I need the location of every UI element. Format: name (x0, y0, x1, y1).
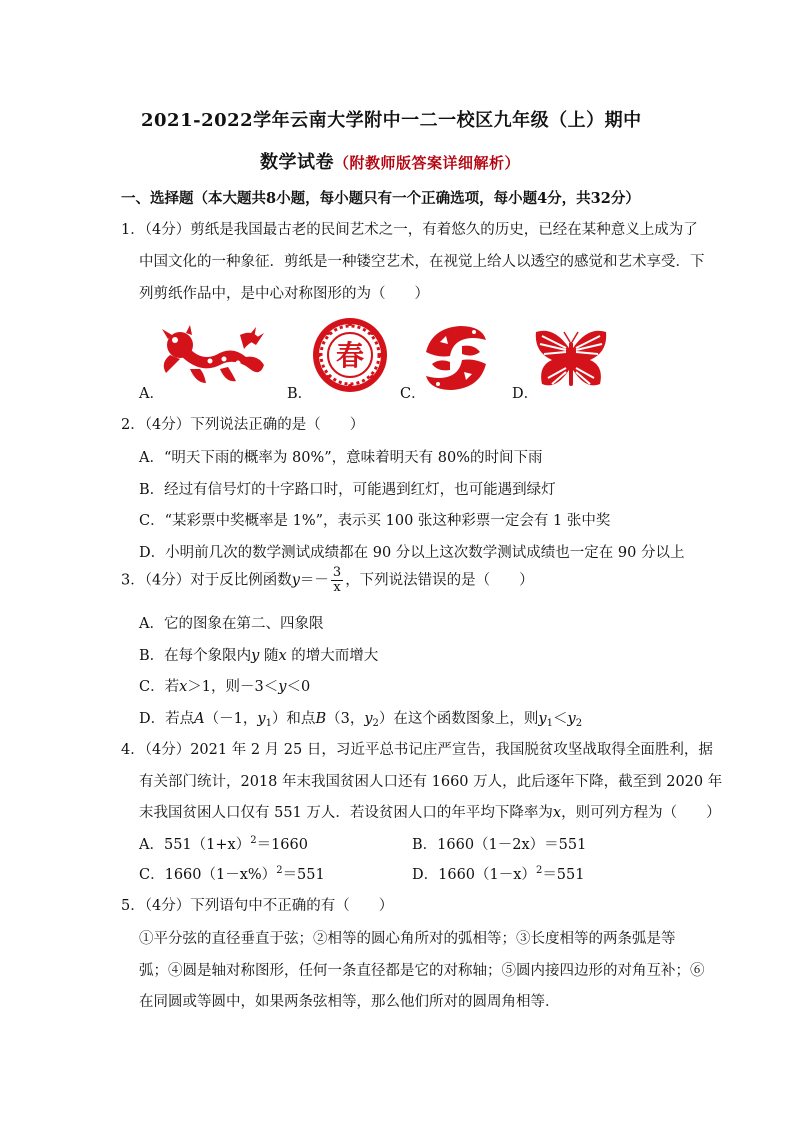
q3-d-sub2: 2 (372, 718, 379, 729)
exam-title-line1: 2021-2022学年云南大学附中一二一校区九年级（上）期中 (141, 110, 642, 131)
q5-stem: 5．（4分）下列语句中不正确的有（ ） (121, 898, 394, 914)
q4-line3-text-a: 末我国贫困人口仅有 551 万人．若设贫困人口的年平均下降率为 (139, 805, 553, 821)
q3-b-text-c: 的增大而增大 (286, 648, 379, 664)
q4-d-exponent: 2 (535, 865, 543, 876)
q3-d-var-y2: y (364, 711, 373, 727)
q3-stem (121, 566, 534, 595)
q3-stem-text-b: ，下列说法错误的是（ ） (345, 572, 534, 589)
q3-d-var-y1: y (257, 711, 266, 727)
q4-c-text-a: C．1660（1－x%） (139, 867, 277, 883)
q3-d-text-d: （3， (326, 711, 365, 727)
q1-option-b-label: B． (287, 386, 313, 402)
q2-option-b: B．经过有信号灯的十字路口时，可能遇到红灯，也可能遇到绿灯 (139, 482, 556, 498)
q4-line1: 4．（4分）2021 年 2 月 25 日，习近平总书记庄严宣告，我国脱贫攻坚战取得全面胜利，据 (121, 742, 713, 758)
q3-option-d (139, 707, 582, 728)
q4-option-c (139, 863, 325, 884)
q1-line3: 列剪纸作品中，是中心对称图形的为（ ） (139, 286, 429, 302)
q3-c-var-y: y (278, 679, 287, 695)
q3-b-text-a: B．在每个象限内 (139, 648, 252, 664)
q4-line3-var-x: x (552, 805, 562, 821)
q4-option-d (412, 863, 585, 884)
q3-b-text-b: 随 (259, 648, 279, 664)
q3-option-b (139, 644, 378, 665)
q1-option-a-label: A． (139, 386, 164, 402)
q3-d-text-a: D．若点 (139, 711, 195, 727)
q3-d-var-y4: y (567, 711, 576, 727)
exam-title-note: （附教师版答案详细解析） (334, 154, 521, 172)
q1-option-c-label: C． (400, 386, 426, 402)
q4-option-a (139, 833, 308, 854)
q4-a-text-a: A．551（1+x） (139, 837, 251, 853)
q4-line3 (139, 801, 721, 822)
q3-fraction (331, 566, 343, 595)
q4-d-text-b: ＝551 (542, 867, 585, 883)
q3-b-var-x: x (278, 648, 287, 664)
q3-d-sub3: 1 (546, 718, 553, 729)
q2-option-d: D．小明前几次的数学测试成绩都在 90 分以上这次数学测试成绩也一定在 90 分以上 (139, 545, 685, 561)
q3-d-sub4: 2 (575, 718, 583, 729)
q1-line1: 1．（4分）剪纸是我国最古老的民间艺术之一，有着悠久的历史，已经在某种意义上成为了 (121, 222, 698, 238)
q5-line3: 在同圆或等圆中，如果两条弦相等，那么他们所对的圆周角相等． (139, 994, 560, 1010)
q2-stem: 2．（4分）下列说法正确的是（ ） (121, 417, 365, 433)
q3-d-text-b: （－1， (204, 711, 258, 727)
section-heading: 一、选择题（本大题共8小题，每小题只有一个正确选项，每小题4分，共32分） (121, 190, 640, 207)
q3-option-c (139, 675, 310, 696)
q5-line2: 弧；④圆是轴对称图形，任何一条直径都是它的对称轴；⑤圆内接四边形的对角互补；⑥ (139, 963, 705, 979)
q1-option-d-label: D． (512, 386, 539, 402)
q3-option-a: A．它的图象在第二、四象限 (139, 616, 324, 632)
q3-c-text-b: ＞1，则－3＜ (187, 679, 279, 695)
q3-stem-text-a: 3．（4分）对于反比例函数 (121, 572, 292, 589)
q4-c-exponent: 2 (276, 865, 283, 876)
dragon-papercut-image (160, 325, 266, 387)
spring-character-papercut-image (312, 317, 388, 393)
q5-line1: ①平分弦的直径垂直于弦；②相等的圆心角所对的弧相等；③长度相等的两条弧是等 (139, 931, 676, 947)
q3-b-var-y: y (251, 648, 260, 664)
q3-d-text-e: ）在这个函数图象上，则 (378, 711, 539, 727)
butterfly-papercut-image (534, 328, 608, 392)
q3-fraction-denominator: x (333, 580, 341, 595)
q4-a-text-b: ＝1660 (256, 837, 308, 853)
exam-title-line2 (260, 148, 520, 174)
q3-d-var-y3: y (538, 711, 547, 727)
spring-character: 春 (335, 339, 365, 372)
q3-d-point-a: A (194, 711, 205, 727)
q4-d-text-a: D．1660（1－x） (412, 867, 536, 883)
q3-stem-var-y: y (291, 572, 300, 589)
q4-c-text-b: ＝551 (282, 867, 325, 883)
q4-option-b: B．1660（1－2x）＝551 (412, 837, 587, 853)
q3-c-text-c: ＜0 (286, 679, 311, 695)
q2-option-a: A．“明天下雨的概率为 80%”，意味着明天有 80%的时间下雨 (139, 450, 543, 466)
q4-line3-text-b: ，则可列方程为（ ） (561, 805, 721, 821)
q3-d-text-c: ）和点 (271, 711, 316, 727)
exam-title-subject: 数学试卷 (260, 152, 334, 173)
q3-d-sub1: 1 (265, 718, 272, 729)
q1-line2: 中国文化的一种象征．剪纸是一种镂空艺术，在视觉上给人以透空的感觉和艺术享受．下 (139, 254, 705, 270)
q3-c-text-a: C．若 (139, 679, 180, 695)
q3-d-text-f: ＜ (552, 711, 568, 727)
q3-fraction-numerator: 3 (332, 565, 342, 580)
fish-papercut-image (422, 322, 490, 394)
q4-a-exponent: 2 (250, 835, 257, 846)
q4-line2: 有关部门统计，2018 年末我国贫困人口还有 1660 万人，此后逐年下降，截至到 2020 年 (139, 774, 723, 790)
q3-c-var-x: x (179, 679, 188, 695)
q3-stem-eq: ＝－ (299, 572, 329, 589)
q2-option-c: C．“某彩票中奖概率是 1%”，表示买 100 张这种彩票一定会有 1 张中奖 (139, 513, 611, 529)
q3-d-point-b: B (315, 711, 327, 727)
